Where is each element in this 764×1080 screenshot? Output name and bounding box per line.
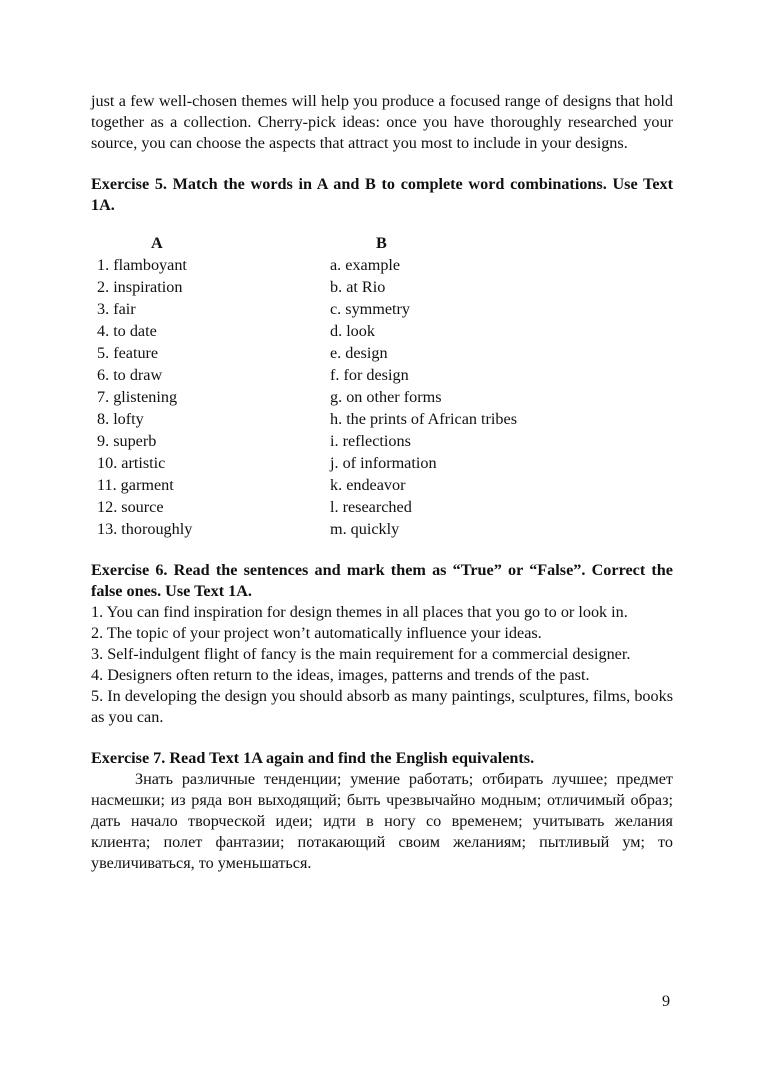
exercise-5-match-table [91, 232, 673, 540]
word-b: g. on other forms [330, 388, 442, 406]
exercise-6-heading: Exercise 6. Read the sentences and mark them as “True” or “False”. Correct the false ones. Use Text 1A. [91, 561, 673, 600]
exercise-7-heading: Exercise 7. Read Text 1A again and find the English equivalents. [91, 749, 535, 767]
word-a: 10. artistic [97, 454, 166, 472]
page-number: 9 [662, 992, 671, 1010]
table-row [91, 276, 673, 298]
page-content [91, 91, 673, 874]
word-a: 12. source [97, 498, 164, 516]
table-row [91, 430, 673, 452]
column-b-header: B [376, 234, 387, 252]
exercise-5-heading: Exercise 5. Match the words in A and B to complete word combinations. Use Text 1A. [91, 175, 673, 214]
list-item: 1. You can find inspiration for design themes in all places that you go to or look in. [91, 603, 628, 621]
word-a: 4. to date [97, 322, 157, 340]
table-row [91, 386, 673, 408]
word-b: c. symmetry [330, 300, 411, 318]
exercise-7-text: Знать различные тенденции; умение работать; отбирать лучшее; предмет насмешки; из ряда вон выходящий; быть чрезвычайно модным; отличимый образ; дать начало творческой идеи; идти в ногу со временем; учитывать желания клиента; полет фантазии; потакающий своим желаниям; пытливый ум; то увеличиваться, то уменьшаться. [91, 770, 673, 872]
exercise-6-sentences [91, 602, 673, 728]
table-row [91, 474, 673, 496]
intro-paragraph: just a few well-chosen themes will help you produce a focused range of designs that hold together as a collection. Cherry-pick ideas: once you have thoroughly researched your source, you can choose the aspects that attract you most to include in your designs. [91, 92, 673, 152]
match-table-header [91, 232, 673, 254]
table-row [91, 408, 673, 430]
word-a: 3. fair [97, 300, 136, 318]
word-b: l. researched [330, 498, 412, 516]
word-b: f. for design [330, 366, 409, 384]
word-b: i. reflections [330, 432, 411, 450]
table-row [91, 496, 673, 518]
table-row [91, 320, 673, 342]
word-a: 5. feature [97, 344, 159, 362]
table-row [91, 364, 673, 386]
list-item: 5. In developing the design you should absorb as many paintings, sculptures, films, books as you can. [91, 687, 673, 726]
word-b: h. the prints of African tribes [330, 410, 518, 428]
table-row [91, 518, 673, 540]
word-a: 13. thoroughly [97, 520, 193, 538]
word-a: 6. to draw [97, 366, 163, 384]
word-a: 2. inspiration [97, 278, 183, 296]
word-b: m. quickly [330, 520, 400, 538]
list-item: 4. Designers often return to the ideas, images, patterns and trends of the past. [91, 666, 590, 684]
list-item: 3. Self-indulgent flight of fancy is the main requirement for a commercial designer. [91, 645, 631, 663]
word-b: a. example [330, 256, 401, 274]
table-row [91, 298, 673, 320]
word-b: b. at Rio [330, 278, 386, 296]
table-row [91, 254, 673, 276]
word-b: j. of information [330, 454, 437, 472]
word-a: 9. superb [97, 432, 157, 450]
word-a: 7. glistening [97, 388, 178, 406]
word-a: 11. garment [97, 476, 174, 494]
word-b: k. endeavor [330, 476, 406, 494]
word-b: e. design [330, 344, 388, 362]
list-item: 2. The topic of your project won’t automatically influence your ideas. [91, 624, 542, 642]
table-row [91, 452, 673, 474]
word-a: 8. lofty [97, 410, 144, 428]
word-b: d. look [330, 322, 375, 340]
column-a-header: A [151, 234, 163, 252]
word-a: 1. flamboyant [97, 256, 187, 274]
table-row [91, 342, 673, 364]
